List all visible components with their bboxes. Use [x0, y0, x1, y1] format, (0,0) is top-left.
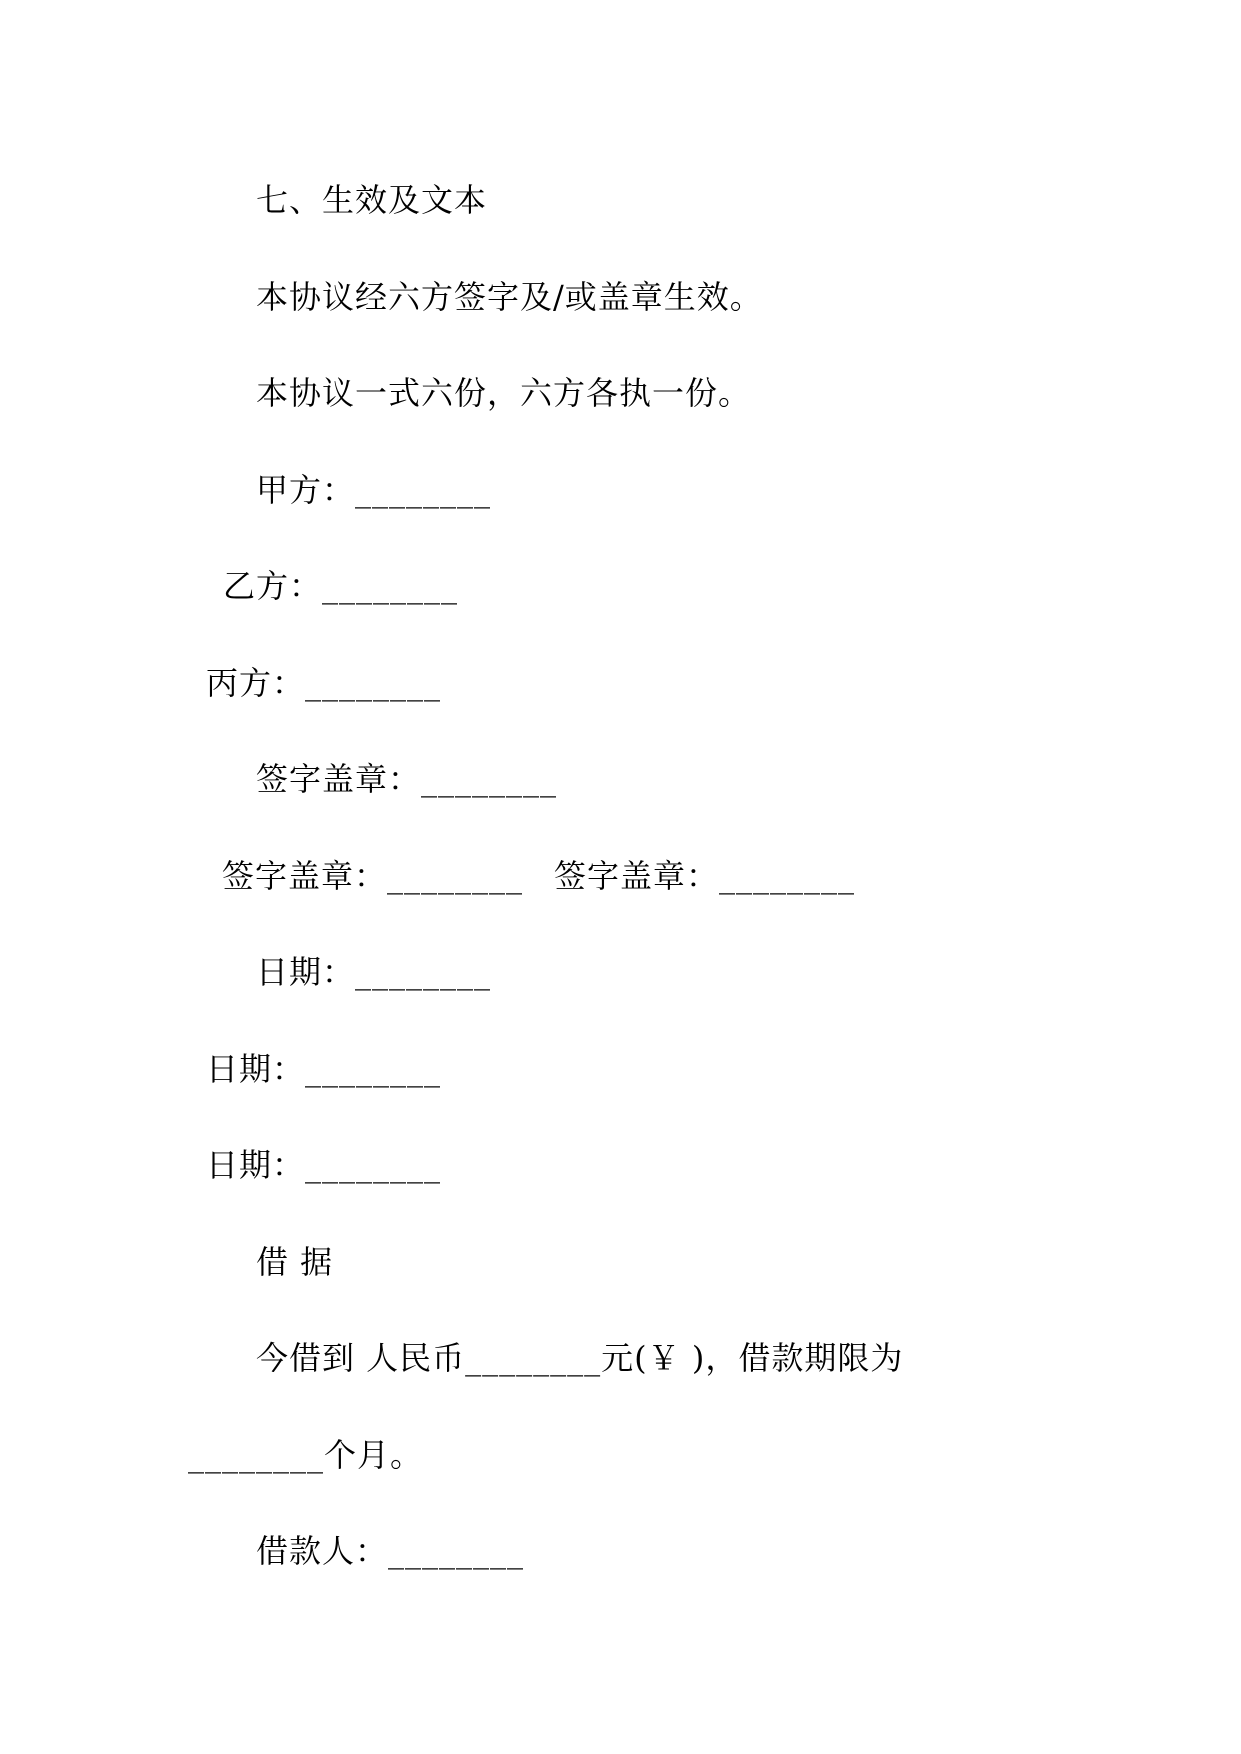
party-a-line: 甲方：________	[256, 471, 492, 509]
effect-clause: 本协议经六方签字及/或盖章生效。	[256, 278, 763, 316]
party-b-line: 乙方：________	[223, 567, 459, 605]
loan-note-line-2: ________个月。	[188, 1436, 424, 1474]
loan-note-title: 借 据	[256, 1243, 334, 1281]
party-c-line: 丙方：________	[206, 664, 442, 702]
signature-line-2: 签字盖章：________	[222, 857, 524, 895]
signature-line-3: 签字盖章：________	[554, 857, 856, 895]
section-heading: 七、生效及文本	[256, 181, 488, 219]
loan-note-line-1: 今借到 人民币________元(￥ )，借款期限为	[256, 1339, 904, 1377]
borrower-line: 借款人：________	[256, 1532, 525, 1570]
copies-clause: 本协议一式六份，六方各执一份。	[256, 374, 752, 412]
date-line-1: 日期：________	[256, 953, 492, 991]
date-line-2: 日期：________	[206, 1050, 442, 1088]
date-line-3: 日期：________	[206, 1146, 442, 1184]
signature-line-1: 签字盖章：________	[256, 760, 558, 798]
